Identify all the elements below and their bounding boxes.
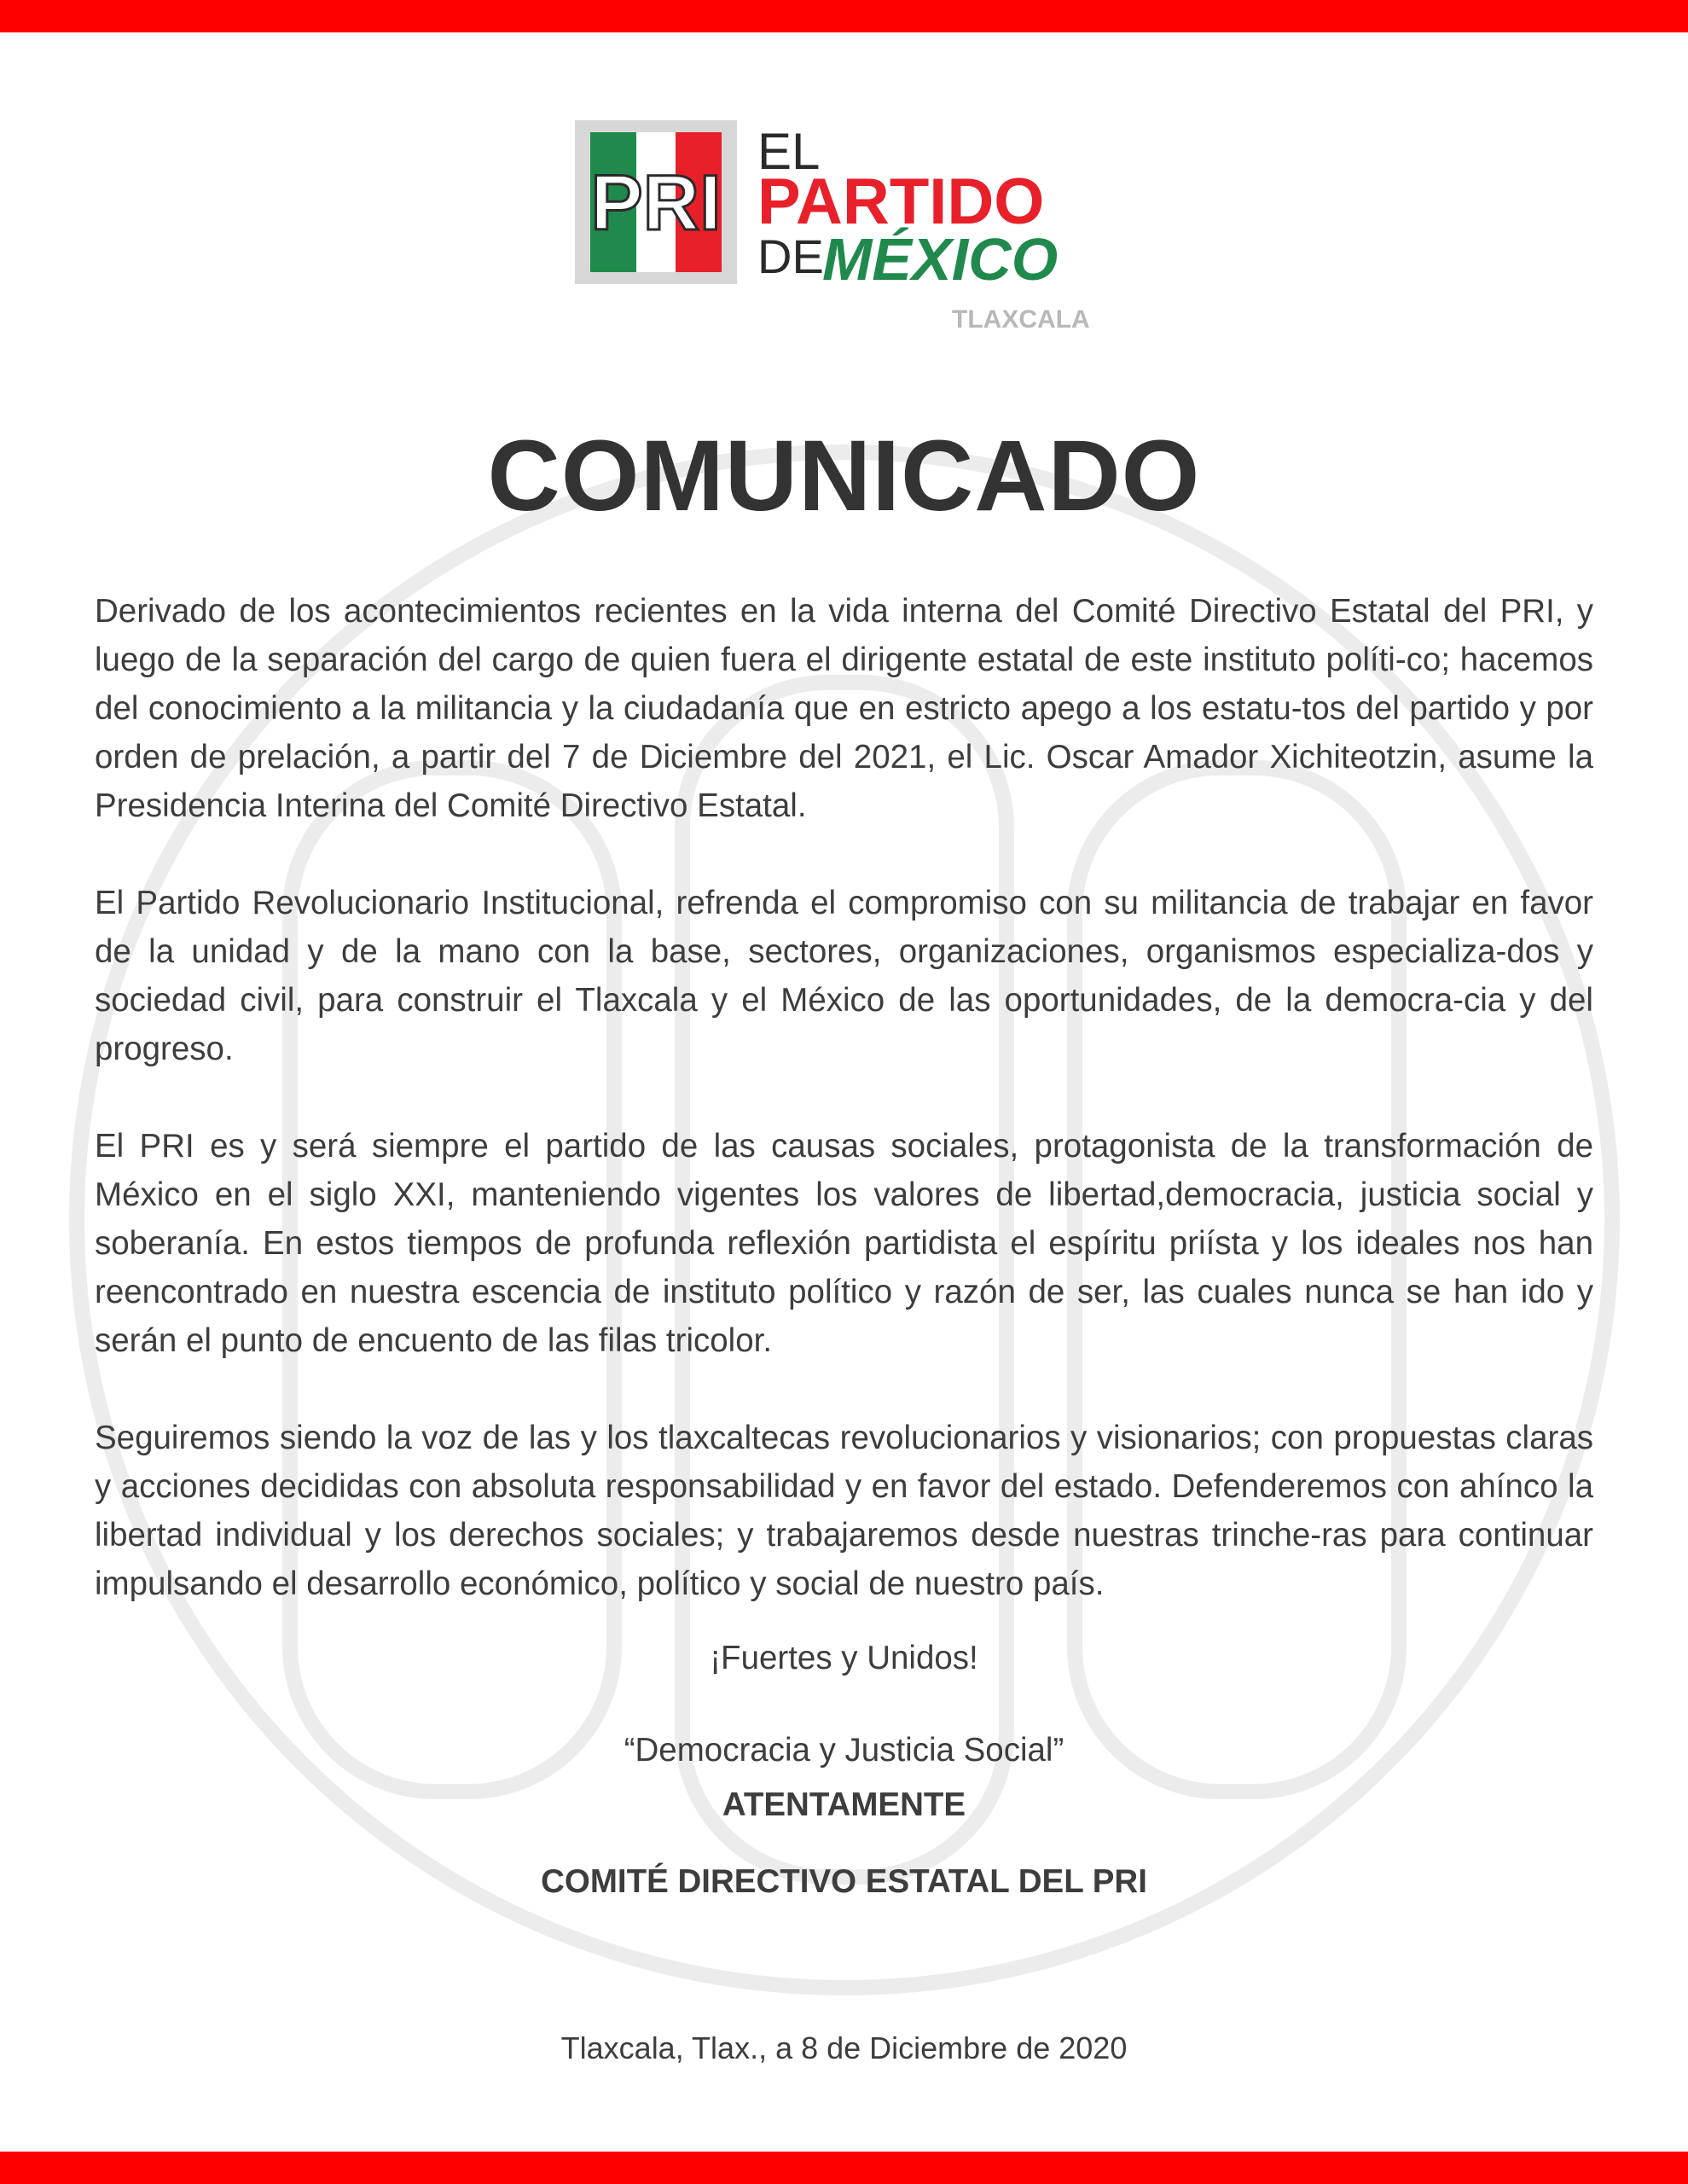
svg-text:TLAXCALA: TLAXCALA — [952, 305, 1090, 334]
paragraph-3: El PRI es y será siempre el partido de las causas sociales, protagonista de la transformación de México en el siglo XXI, manteniendo vigentes los valores de libertad,democracia, justicia social y soberanía. En estos tiempos de profunda reflexión partidista el espíritu priísta y los ideales nos han reencontrado en nuestra escencia de instituto político y razón de ser, las cuales nunca se han ido y serán el punto de encuento de las filas tricolor. — [95, 1128, 1593, 1359]
signatory: COMITÉ DIRECTIVO ESTATAL DEL PRI — [541, 1863, 1147, 1900]
place-date: Tlaxcala, Tlax., a 8 de Diciembre de 2020 — [560, 2030, 1128, 2065]
el-partido-de-mexico-wordmark — [754, 116, 1129, 338]
svg-text:EL: EL — [757, 123, 821, 180]
pri-emblem-icon — [575, 120, 737, 284]
slogan: ¡Fuertes y Unidos! — [710, 1640, 978, 1676]
paragraph-1: Derivado de los acontecimientos recientes en la vida interna del Comité Directivo Estatal del PRI, y luego de la separación del cargo de quien fuera el dirigente estatal de este instituto políti-co; hacemos del conocimiento a la militancia y la ciudadanía que en estricto apego a los estatu-tos del partido y por orden de prelación, a partir del 7 de Diciembre del 2021, el Lic. Oscar Amador Xichiteotzin, asume la Presidencia Interina del Comité Directivo Estatal. — [95, 593, 1593, 824]
sign-off: ATENTAMENTE — [722, 1786, 966, 1823]
top-red-bar — [0, 0, 1688, 32]
bottom-red-bar — [0, 2152, 1688, 2184]
pri-logo — [575, 116, 1121, 338]
paragraph-2: El Partido Revolucionario Institucional, refrenda el compromiso con su militancia de trabajar en favor de la unidad y de la mano con la base, sectores, organizaciones, organismos especializa-dos y sociedad civil, para construir el Tlaxcala y el México de las oportunidades, de la democra-cia y del progreso. — [95, 885, 1593, 1067]
page-title: COMUNICADO — [487, 420, 1201, 532]
communique-body — [95, 587, 1593, 1657]
svg-text:PRI: PRI — [590, 160, 722, 247]
svg-text:MÉXICO: MÉXICO — [822, 226, 1059, 293]
paragraph-4: Seguiremos siendo la voz de las y los tlaxcaltecas revolucionarios y visionarios; con propuestas claras y acciones decididas con absoluta responsabilidad y en favor del estado. Defenderemos con ahínco la libertad individual y los derechos sociales; y trabajaremos desde nuestras trinche-ras para continuar impulsando el desarrollo económico, político y social de nuestro país. — [95, 1420, 1593, 1602]
svg-text:DE: DE — [757, 229, 824, 283]
motto: “Democracia y Justicia Social” — [624, 1732, 1064, 1769]
svg-text:PARTIDO: PARTIDO — [757, 166, 1045, 238]
